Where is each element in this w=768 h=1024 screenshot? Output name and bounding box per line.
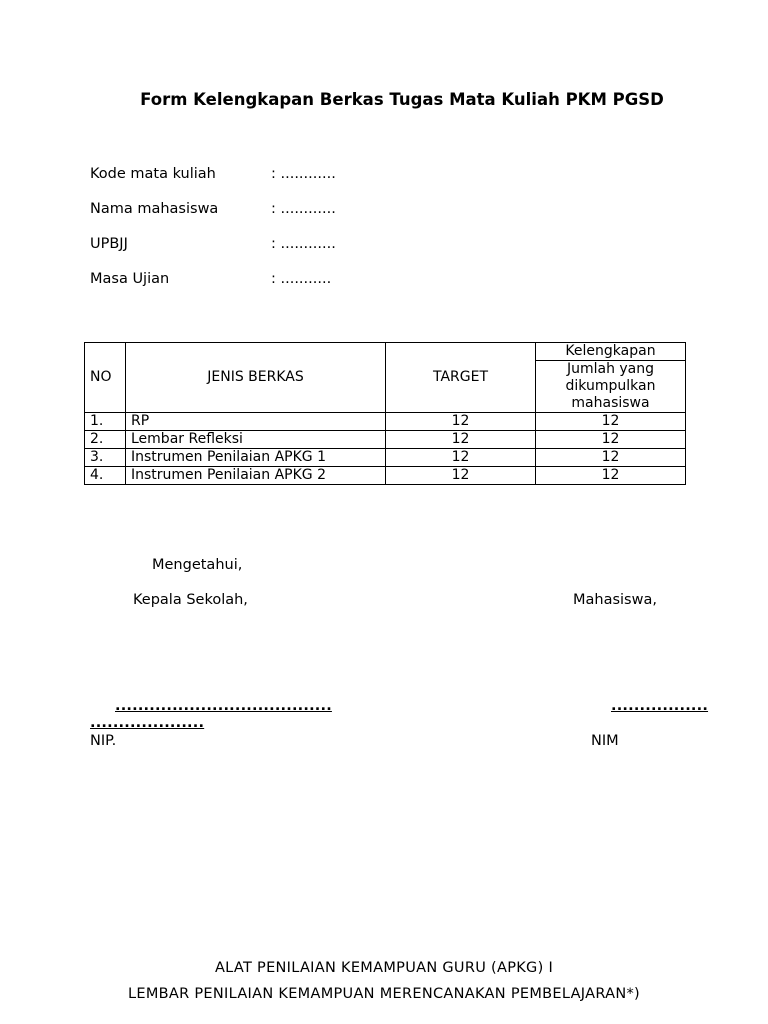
- row-jenis: RP: [126, 413, 386, 431]
- row-no: 3.: [85, 449, 126, 467]
- mahasiswa-signature-line: .................: [611, 698, 709, 714]
- row-jenis: Instrumen Penilaian APKG 2: [126, 467, 386, 485]
- field-value-upbjj: : ............: [271, 236, 336, 252]
- row-jumlah: 12: [536, 449, 686, 467]
- row-no: 2.: [85, 431, 126, 449]
- header-target: TARGET: [386, 343, 536, 413]
- mahasiswa-signature-line-continued: ....................: [90, 715, 205, 731]
- page-title: Form Kelengkapan Berkas Tugas Mata Kuliah PKM PGSD: [140, 90, 664, 109]
- kepala-sekolah-label: Kepala Sekolah,: [133, 592, 248, 608]
- field-value-kode: : ............: [271, 166, 336, 182]
- mengetahui-label: Mengetahui,: [152, 557, 243, 573]
- header-jumlah: Jumlah yang dikumpulkan mahasiswa: [536, 361, 686, 413]
- row-no: 4.: [85, 467, 126, 485]
- table-row: [85, 413, 686, 431]
- row-target: 12: [386, 413, 536, 431]
- field-label-kode: Kode mata kuliah: [90, 166, 216, 182]
- row-jumlah: 12: [536, 467, 686, 485]
- row-jumlah: 12: [536, 413, 686, 431]
- mahasiswa-label: Mahasiswa,: [573, 592, 657, 608]
- table-row: [85, 449, 686, 467]
- table-row: [85, 467, 686, 485]
- row-target: 12: [386, 431, 536, 449]
- row-jenis: Lembar Refleksi: [126, 431, 386, 449]
- header-kelengkapan: Kelengkapan: [536, 343, 686, 361]
- nip-label: NIP.: [90, 733, 117, 749]
- header-jenis-berkas: JENIS BERKAS: [126, 343, 386, 413]
- row-target: 12: [386, 467, 536, 485]
- field-label-upbjj: UPBJJ: [90, 236, 128, 252]
- field-label-nama: Nama mahasiswa: [90, 201, 219, 217]
- field-value-masa-ujian: : ...........: [271, 271, 332, 287]
- table-header-row: [85, 343, 686, 361]
- header-no: NO: [85, 343, 126, 413]
- row-no: 1.: [85, 413, 126, 431]
- row-jenis: Instrumen Penilaian APKG 1: [126, 449, 386, 467]
- row-jumlah: 12: [536, 431, 686, 449]
- field-label-masa-ujian: Masa Ujian: [90, 271, 170, 287]
- berkas-table: [84, 342, 686, 485]
- row-target: 12: [386, 449, 536, 467]
- footer-subtitle: LEMBAR PENILAIAN KEMAMPUAN MERENCANAKAN PEMBELAJARAN*): [127, 986, 640, 1002]
- table-row: [85, 431, 686, 449]
- kepala-sekolah-signature-line: ......................................: [115, 698, 332, 714]
- nim-label: NIM: [591, 733, 619, 749]
- footer-title-apkg: ALAT PENILAIAN KEMAMPUAN GURU (APKG) I: [214, 960, 554, 976]
- field-value-nama: : ............: [271, 201, 336, 217]
